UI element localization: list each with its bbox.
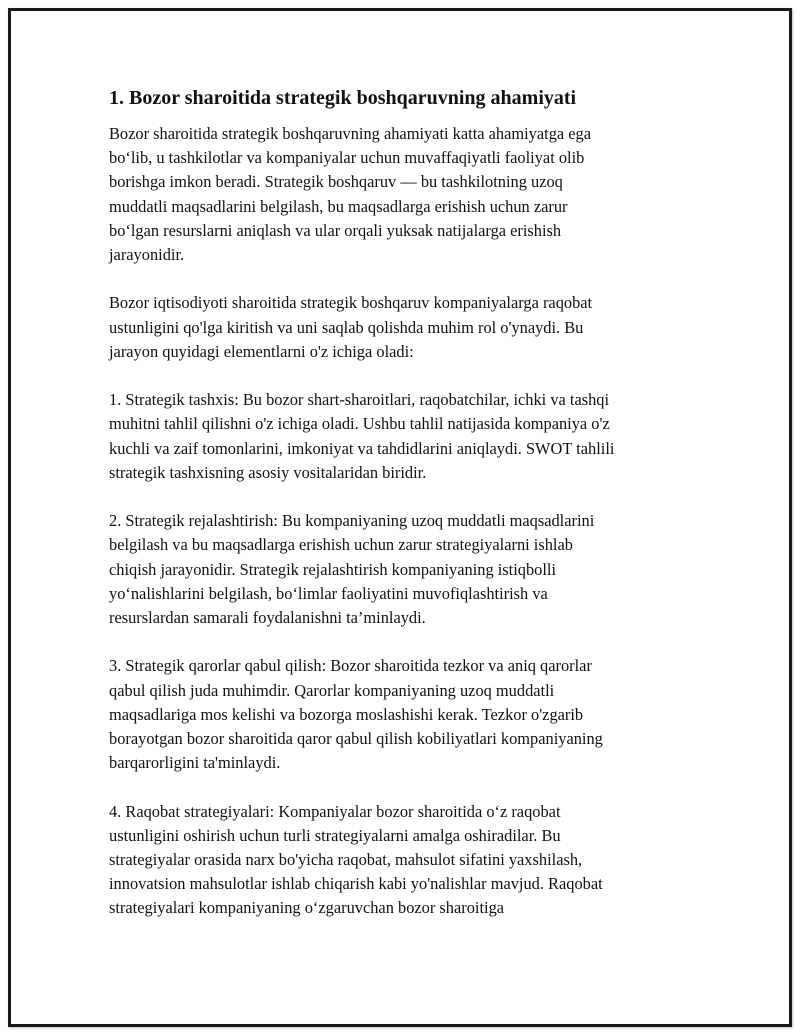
text-line: 3. Strategik qarorlar qabul qilish: Bozor sharoitida tezkor va aniq qarorlar [109, 656, 592, 676]
paragraph [109, 291, 669, 364]
text-line: Bozor sharoitida strategik boshqaruvning ahamiyati katta ahamiyatga ega [109, 124, 592, 143]
text-line: ustunligini oshirish uchun turli strategiyalarni amalga oshiradilar. Bu [109, 825, 561, 845]
paragraph [109, 388, 669, 485]
text-line: 1. Strategik tashxis: Bu bozor shart-sharoitlari, raqobatchilar, ichki va tashqi [109, 390, 610, 410]
text-line: 2. Strategik rejalashtirish: Bu kompaniyaning uzoq muddatli maqsadlarini [109, 511, 595, 531]
paragraph-list [109, 122, 669, 921]
text-line: yo‘nalishlarini belgilash, bo‘limlar faoliyatini muvofiqlashtirish va [109, 583, 548, 603]
paragraph [109, 509, 669, 630]
text-line: jarayon quyidagi elementlarni o'z ichiga oladi: [109, 341, 414, 361]
document-body [109, 86, 669, 945]
text-line: belgilash va bu maqsadlarga erishish uchun zarur strategiyalarni ishlab [109, 535, 573, 555]
text-line: muddatli maqsadlarini belgilash, bu maqsadlarga erishish uchun zarur [109, 196, 568, 216]
paragraph [109, 122, 669, 267]
text-line: bo‘lgan resurslarni aniqlash va ular orqali yuksak natijalarga erishish [109, 220, 562, 240]
text-line: Bozor iqtisodiyoti sharoitida strategik boshqaruv kompaniyalarga raqobat [109, 293, 593, 313]
text-line: resurslardan samarali foydalanishni ta’minlaydi. [109, 608, 426, 628]
text-line: qabul qilish juda muhimdir. Qarorlar kompaniyaning uzoq muddatli [109, 680, 555, 700]
text-line: innovatsion mahsulotlar ishlab chiqarish kabi yo'nalishlar mavjud. Raqobat [109, 874, 603, 894]
text-line: strategik tashxisning asosiy vositalaridan biridir. [109, 462, 427, 482]
text-line: strategiyalari kompaniyaning o‘zgaruvchan bozor sharoitiga [109, 898, 505, 918]
text-line: barqarorligini ta'minlaydi. [109, 753, 281, 773]
text-line: ustunligini qo'lga kiritish va uni saqlab qolishda muhim rol o'ynaydi. Bu [109, 317, 584, 337]
text-line: muhitni tahlil qilishni o'z ichiga oladi. Ushbu tahlil natijasida kompaniya o'z [109, 414, 610, 434]
text-line: jarayonidir. [109, 245, 185, 265]
text-line: borishga imkon beradi. Strategik boshqaruv — bu tashkilotning uzoq [109, 172, 563, 192]
text-line: strategiyalar orasida narx bo'yicha raqobat, mahsulot sifatini yaxshilash, [109, 850, 583, 870]
paragraph [109, 654, 669, 775]
text-line: 4. Raqobat strategiyalari: Kompaniyalar bozor sharoitida o‘z raqobat [109, 801, 561, 821]
section-heading: 1. Bozor sharoitida strategik boshqaruvning ahamiyati [109, 87, 577, 109]
text-line: kuchli va zaif tomonlarini, imkoniyat va tahdidlarini aniqlaydi. SWOT tahlili [109, 438, 615, 458]
text-line: bo‘lib, u tashkilotlar va kompaniyalar uchun muvaffaqiyatli faoliyat olib [109, 148, 585, 168]
text-line: borayotgan bozor sharoitida qaror qabul qilish kobiliyatlari kompaniyaning [109, 729, 603, 749]
text-line: chiqish jarayonidir. Strategik rejalashtirish kompaniyaning istiqbolli [109, 559, 557, 579]
text-line: maqsadlariga mos kelishi va bozorga moslashishi kerak. Tezkor o'zgarib [109, 704, 584, 724]
paragraph [109, 800, 669, 921]
